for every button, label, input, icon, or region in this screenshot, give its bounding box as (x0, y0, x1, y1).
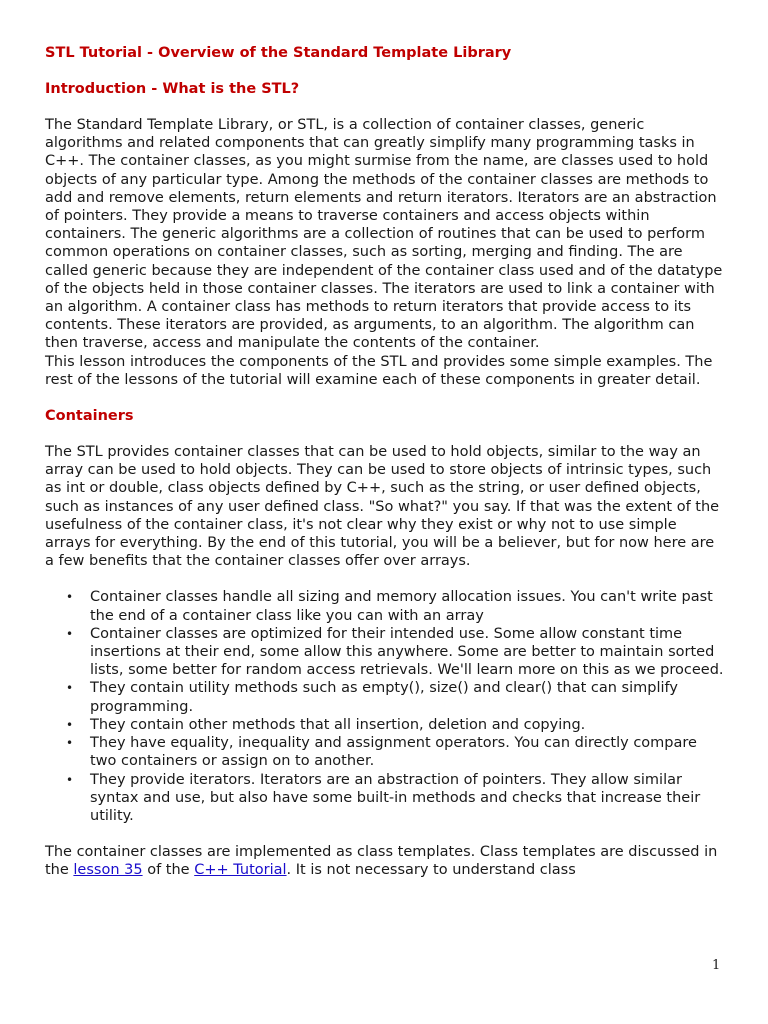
list-item-text: They contain other methods that all insertion, deletion and copying. (90, 716, 586, 733)
bullet-icon: • (66, 772, 74, 787)
bullet-icon: • (66, 717, 74, 732)
list-item-text: They contain utility methods such as empty(), size() and clear() that can simplify programming. (90, 680, 678, 715)
list-item (45, 716, 725, 734)
templates-paragraph (45, 843, 725, 879)
templates-text-1: The container classes are implemented as class templates. Class templates are discussed in the (45, 844, 718, 879)
list-item (45, 588, 725, 624)
cpp-tutorial-link[interactable]: C++ Tutorial (194, 862, 287, 879)
benefits-list (45, 588, 725, 825)
lesson-35-link[interactable]: lesson 35 (73, 862, 143, 879)
templates-text-2: of the (142, 862, 195, 879)
intro-heading: Introduction - What is the STL? (45, 81, 300, 97)
bullet-icon: • (66, 736, 74, 751)
bullet-icon: • (66, 590, 74, 605)
list-item-text: They provide iterators. Iterators are an abstraction of pointers. They allow similar syntax and use, but also have some built-in methods and checks that increase their utility. (90, 771, 701, 824)
templates-text-3: . It is not necessary to understand class (286, 862, 576, 879)
containers-heading: Containers (45, 408, 134, 425)
list-item (45, 679, 725, 715)
list-item-text: They have equality, inequality and assignment operators. You can directly compare two containers or assign on to another. (90, 735, 697, 770)
list-item (45, 771, 725, 826)
list-item (45, 625, 725, 680)
document-page (45, 44, 725, 880)
list-item-text: Container classes handle all sizing and memory allocation issues. You can't write past the end of a container class like you can with an array (90, 589, 713, 624)
page-number: 1 (712, 958, 721, 973)
bullet-icon: • (66, 681, 74, 696)
containers-paragraph-1: The STL provides container classes that can be used to hold objects, similar to the way an array can be used to hold objects. They can be used to store objects of intrinsic types, such as int or double, class objects defined by C++, such as the string, or user defined objects, such as instances of any user defined class. "So what?" you say. If that was the extent of the usefulness of the container class, it's not clear why they exist or why not to use simple arrays for everything. By the end of this tutorial, you will be a believer, but for now here are a few benefits that the container classes offer over arrays. (45, 444, 720, 570)
bullet-icon: • (66, 626, 74, 641)
list-item (45, 734, 725, 770)
intro-paragraph-1: The Standard Template Library, or STL, is a collection of container classes, generic algorithms and related components that can greatly simplify many programming tasks in C++. The container classes, as you might surmise from the name, are classes used to hold objects of any particular type. Among the methods of the container classes are methods to add and remove elements, return elements and return iterators. Iterators are an abstraction of pointers. They provide a means to traverse containers and access objects within containers. The generic algorithms are a collection of routines that can be used to perform common operations on container classes, such as sorting, merging and finding. The are called generic because they are independent of the container class used and of the datatype of the objects held in those container classes. The iterators are used to link a container with an algorithm. A container class has methods to return iterators that provide access to its contents. These iterators are provided, as arguments, to an algorithm. The algorithm can then traverse, access and manipulate the contents of the container. (45, 117, 723, 352)
page-title: STL Tutorial - Overview of the Standard Template Library (45, 45, 512, 61)
intro-paragraph-2: This lesson introduces the components of the STL and provides some simple examples. The rest of the lessons of the tutorial will examine each of these components in greater detail. (45, 353, 713, 388)
list-item-text: Container classes are optimized for their intended use. Some allow constant time insertions at their end, some allow this anywhere. Some are better to maintain sorted lists, some better for random access retrievals. We'll learn more on this as we proceed. (90, 625, 724, 679)
